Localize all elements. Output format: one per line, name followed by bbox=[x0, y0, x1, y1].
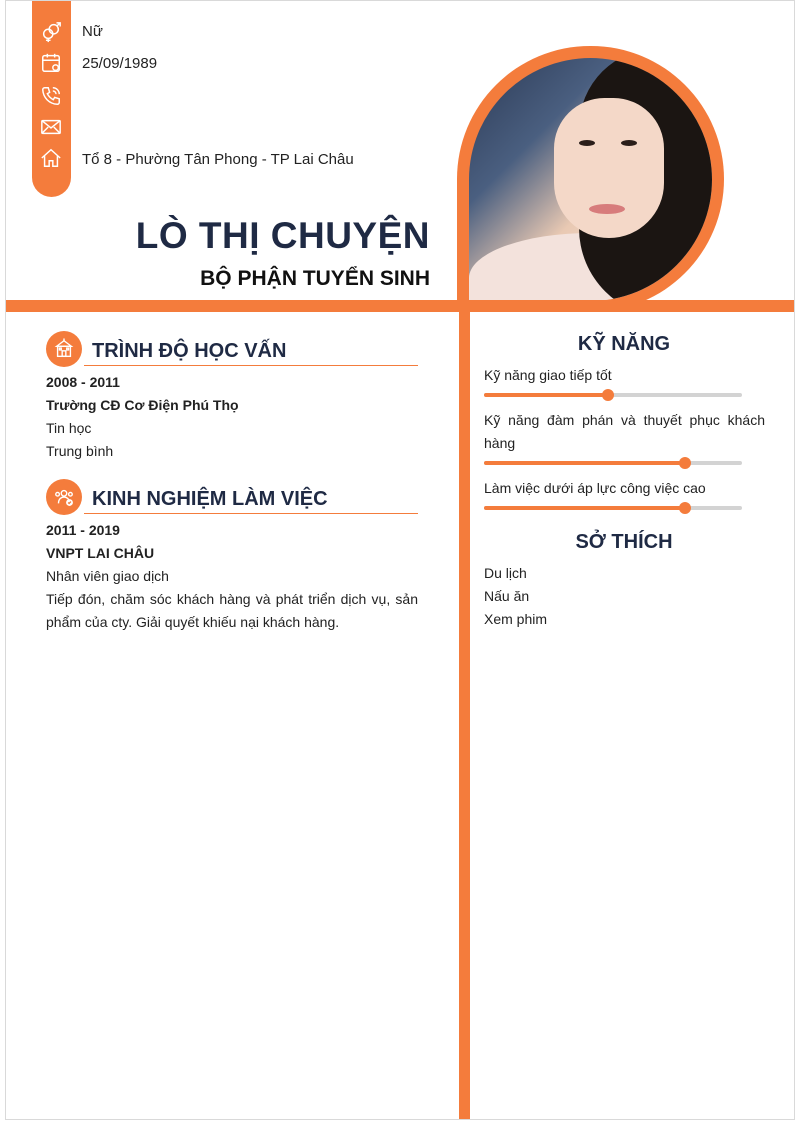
education-major: Tin học bbox=[46, 420, 92, 436]
skill-bar-fill bbox=[484, 393, 608, 397]
birthday-value: 25/09/1989 bbox=[82, 55, 158, 72]
skills-heading: KỸ NĂNG bbox=[577, 333, 671, 355]
horizontal-divider bbox=[6, 300, 795, 312]
school-icon bbox=[46, 331, 82, 367]
candidate-name: LÒ THỊ CHUYỆN bbox=[135, 215, 430, 256]
skill-bar-knob bbox=[679, 502, 691, 514]
education-period: 2008 - 2011 bbox=[46, 374, 120, 390]
experience-rule bbox=[84, 513, 418, 514]
address-value: Tổ 8 - Phường Tân Phong - TP Lai Châu bbox=[82, 151, 354, 168]
gender-value: Nữ bbox=[82, 23, 103, 40]
skill-bar-knob bbox=[679, 457, 691, 469]
skill-bar-knob bbox=[602, 389, 614, 401]
cv-page bbox=[5, 0, 795, 1120]
skill-label: Kỹ năng giao tiếp tốt bbox=[484, 367, 612, 383]
candidate-position: BỘ PHẬN TUYỂN SINH bbox=[200, 267, 430, 290]
hobbies-heading: SỞ THÍCH bbox=[575, 531, 673, 553]
skill-label: Làm việc dưới áp lực công việc cao bbox=[484, 480, 706, 496]
skill-bar bbox=[484, 506, 742, 510]
gender-icon bbox=[40, 21, 62, 43]
calendar-icon bbox=[40, 52, 62, 74]
phone-icon bbox=[40, 85, 62, 107]
skill-bar bbox=[484, 461, 742, 465]
profile-photo bbox=[469, 58, 712, 301]
education-school: Trường CĐ Cơ Điện Phú Thọ bbox=[46, 397, 239, 413]
team-icon bbox=[46, 479, 82, 515]
experience-heading: KINH NGHIỆM LÀM VIỆC bbox=[92, 488, 328, 510]
education-rule bbox=[84, 365, 418, 366]
vertical-divider bbox=[459, 300, 470, 1120]
education-heading: TRÌNH ĐỘ HỌC VẤN bbox=[92, 340, 287, 362]
email-icon bbox=[40, 116, 62, 138]
education-grade: Trung bình bbox=[46, 443, 114, 459]
hobby-item: Xem phim bbox=[484, 611, 548, 627]
skill-bar bbox=[484, 393, 742, 397]
experience-period: 2011 - 2019 bbox=[46, 522, 120, 538]
skill-bar-fill bbox=[484, 461, 685, 465]
skill-label: Kỹ năng đàm phán và thuyết phục khách hàng bbox=[484, 412, 765, 451]
experience-job-title: Nhân viên giao dịch bbox=[46, 568, 169, 584]
hobby-item: Nấu ăn bbox=[484, 588, 530, 604]
photo-frame bbox=[457, 46, 724, 312]
experience-description: Tiếp đón, chăm sóc khách hàng và phát triển dịch vụ, sản phẩm của cty. Giải quyết khiếu nại khách hàng. bbox=[46, 591, 418, 630]
hobby-item: Du lịch bbox=[484, 565, 527, 581]
skill-bar-fill bbox=[484, 506, 685, 510]
home-icon bbox=[40, 147, 62, 169]
contact-strip bbox=[32, 1, 71, 197]
experience-company: VNPT LAI CHÂU bbox=[46, 545, 155, 561]
